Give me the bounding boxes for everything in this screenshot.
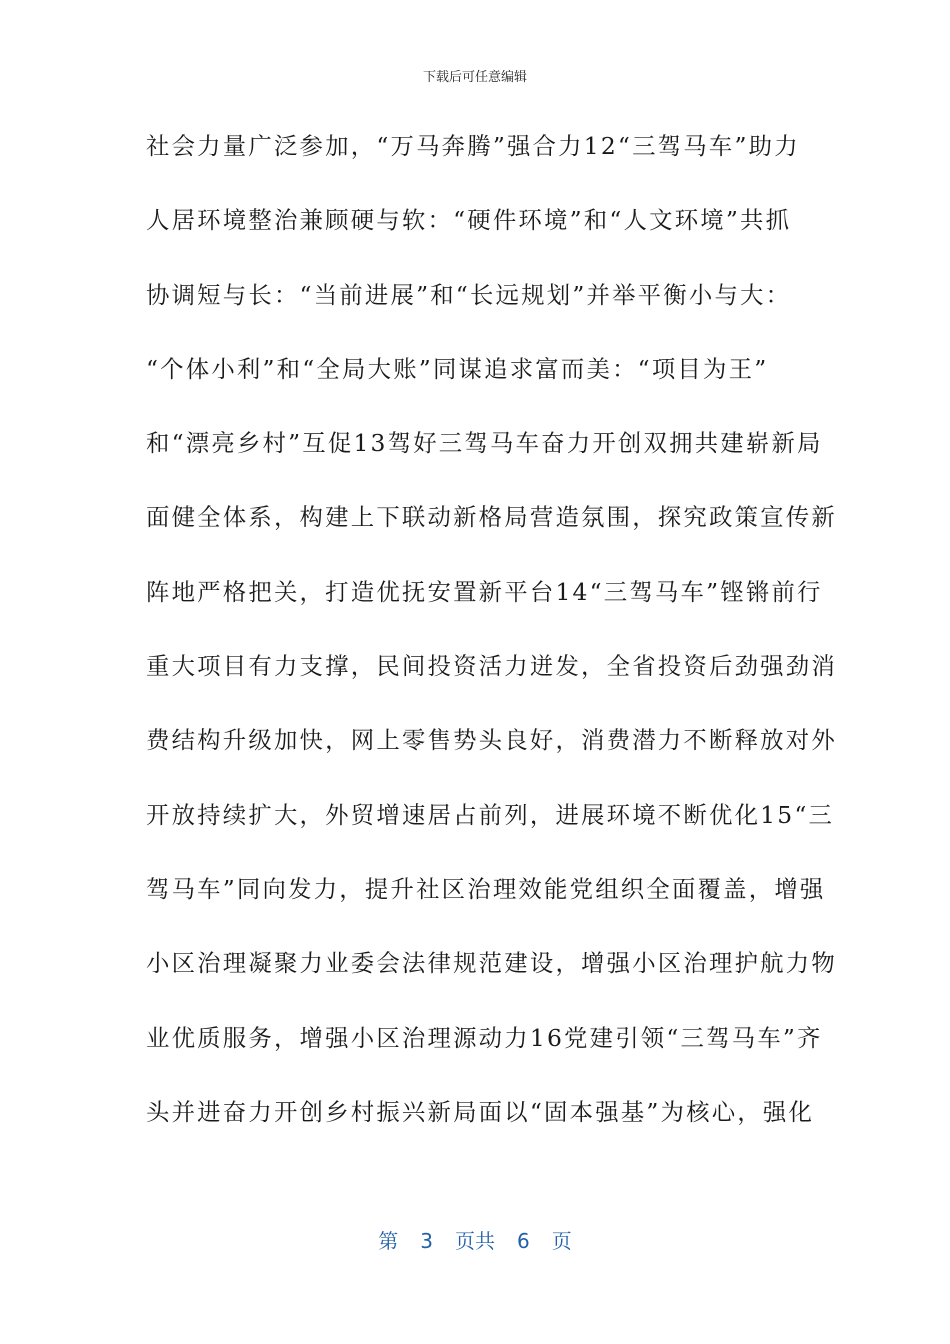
body-line: 阵地严格把关，打造优抚安置新平台14“三驾马车”铿锵前行 [146, 577, 823, 606]
body-line: 头并进奋力开创乡村振兴新局面以“固本强基”为核心，强化 [146, 1097, 815, 1126]
body-line: 开放持续扩大，外贸增速居占前列，进展环境不断优化15“三 [146, 800, 835, 829]
page-prefix: 第 [378, 1229, 399, 1253]
body-line: “个体小利”和“全局大账”同谋追求富而美：“项目为王” [146, 354, 769, 383]
body-line: 人居环境整治兼顾硬与软：“硬件环境”和“人文环境”共抓 [146, 206, 792, 235]
page-header-note: 下载后可任意编辑 [422, 70, 527, 85]
body-text [146, 124, 837, 1164]
body-line: 业优质服务，增强小区治理源动力16党建引领“三驾马车”齐 [146, 1023, 823, 1052]
body-line: 驾马车”同向发力，提升社区治理效能党组织全面覆盖，增强 [146, 874, 826, 903]
body-line: 面健全体系，构建上下联动新格局营造氛围，探究政策宣传新 [146, 503, 837, 532]
body-line: 小区治理凝聚力业委会法律规范建设，增强小区治理护航力物 [146, 949, 837, 978]
current-page-number: 3 [420, 1229, 433, 1253]
body-line: 社会力量广泛参加，“万马奔腾”强合力12“三驾马车”助力 [146, 132, 800, 160]
body-line: 协调短与长：“当前进展”和“长远规划”并举平衡小与大： [146, 280, 792, 309]
page-number-footer [0, 1225, 950, 1254]
body-line: 重大项目有力支撑，民间投资活力迸发，全省投资后劲强劲消 [146, 652, 837, 681]
page-middle: 页共 [455, 1229, 495, 1253]
total-pages-number: 6 [517, 1229, 530, 1253]
body-line: 和“漂亮乡村”互促13驾好三驾马车奋力开创双拥共建崭新局 [146, 429, 823, 458]
page-suffix: 页 [551, 1229, 572, 1253]
body-line: 费结构升级加快，网上零售势头良好，消费潜力不断释放对外 [146, 726, 837, 755]
